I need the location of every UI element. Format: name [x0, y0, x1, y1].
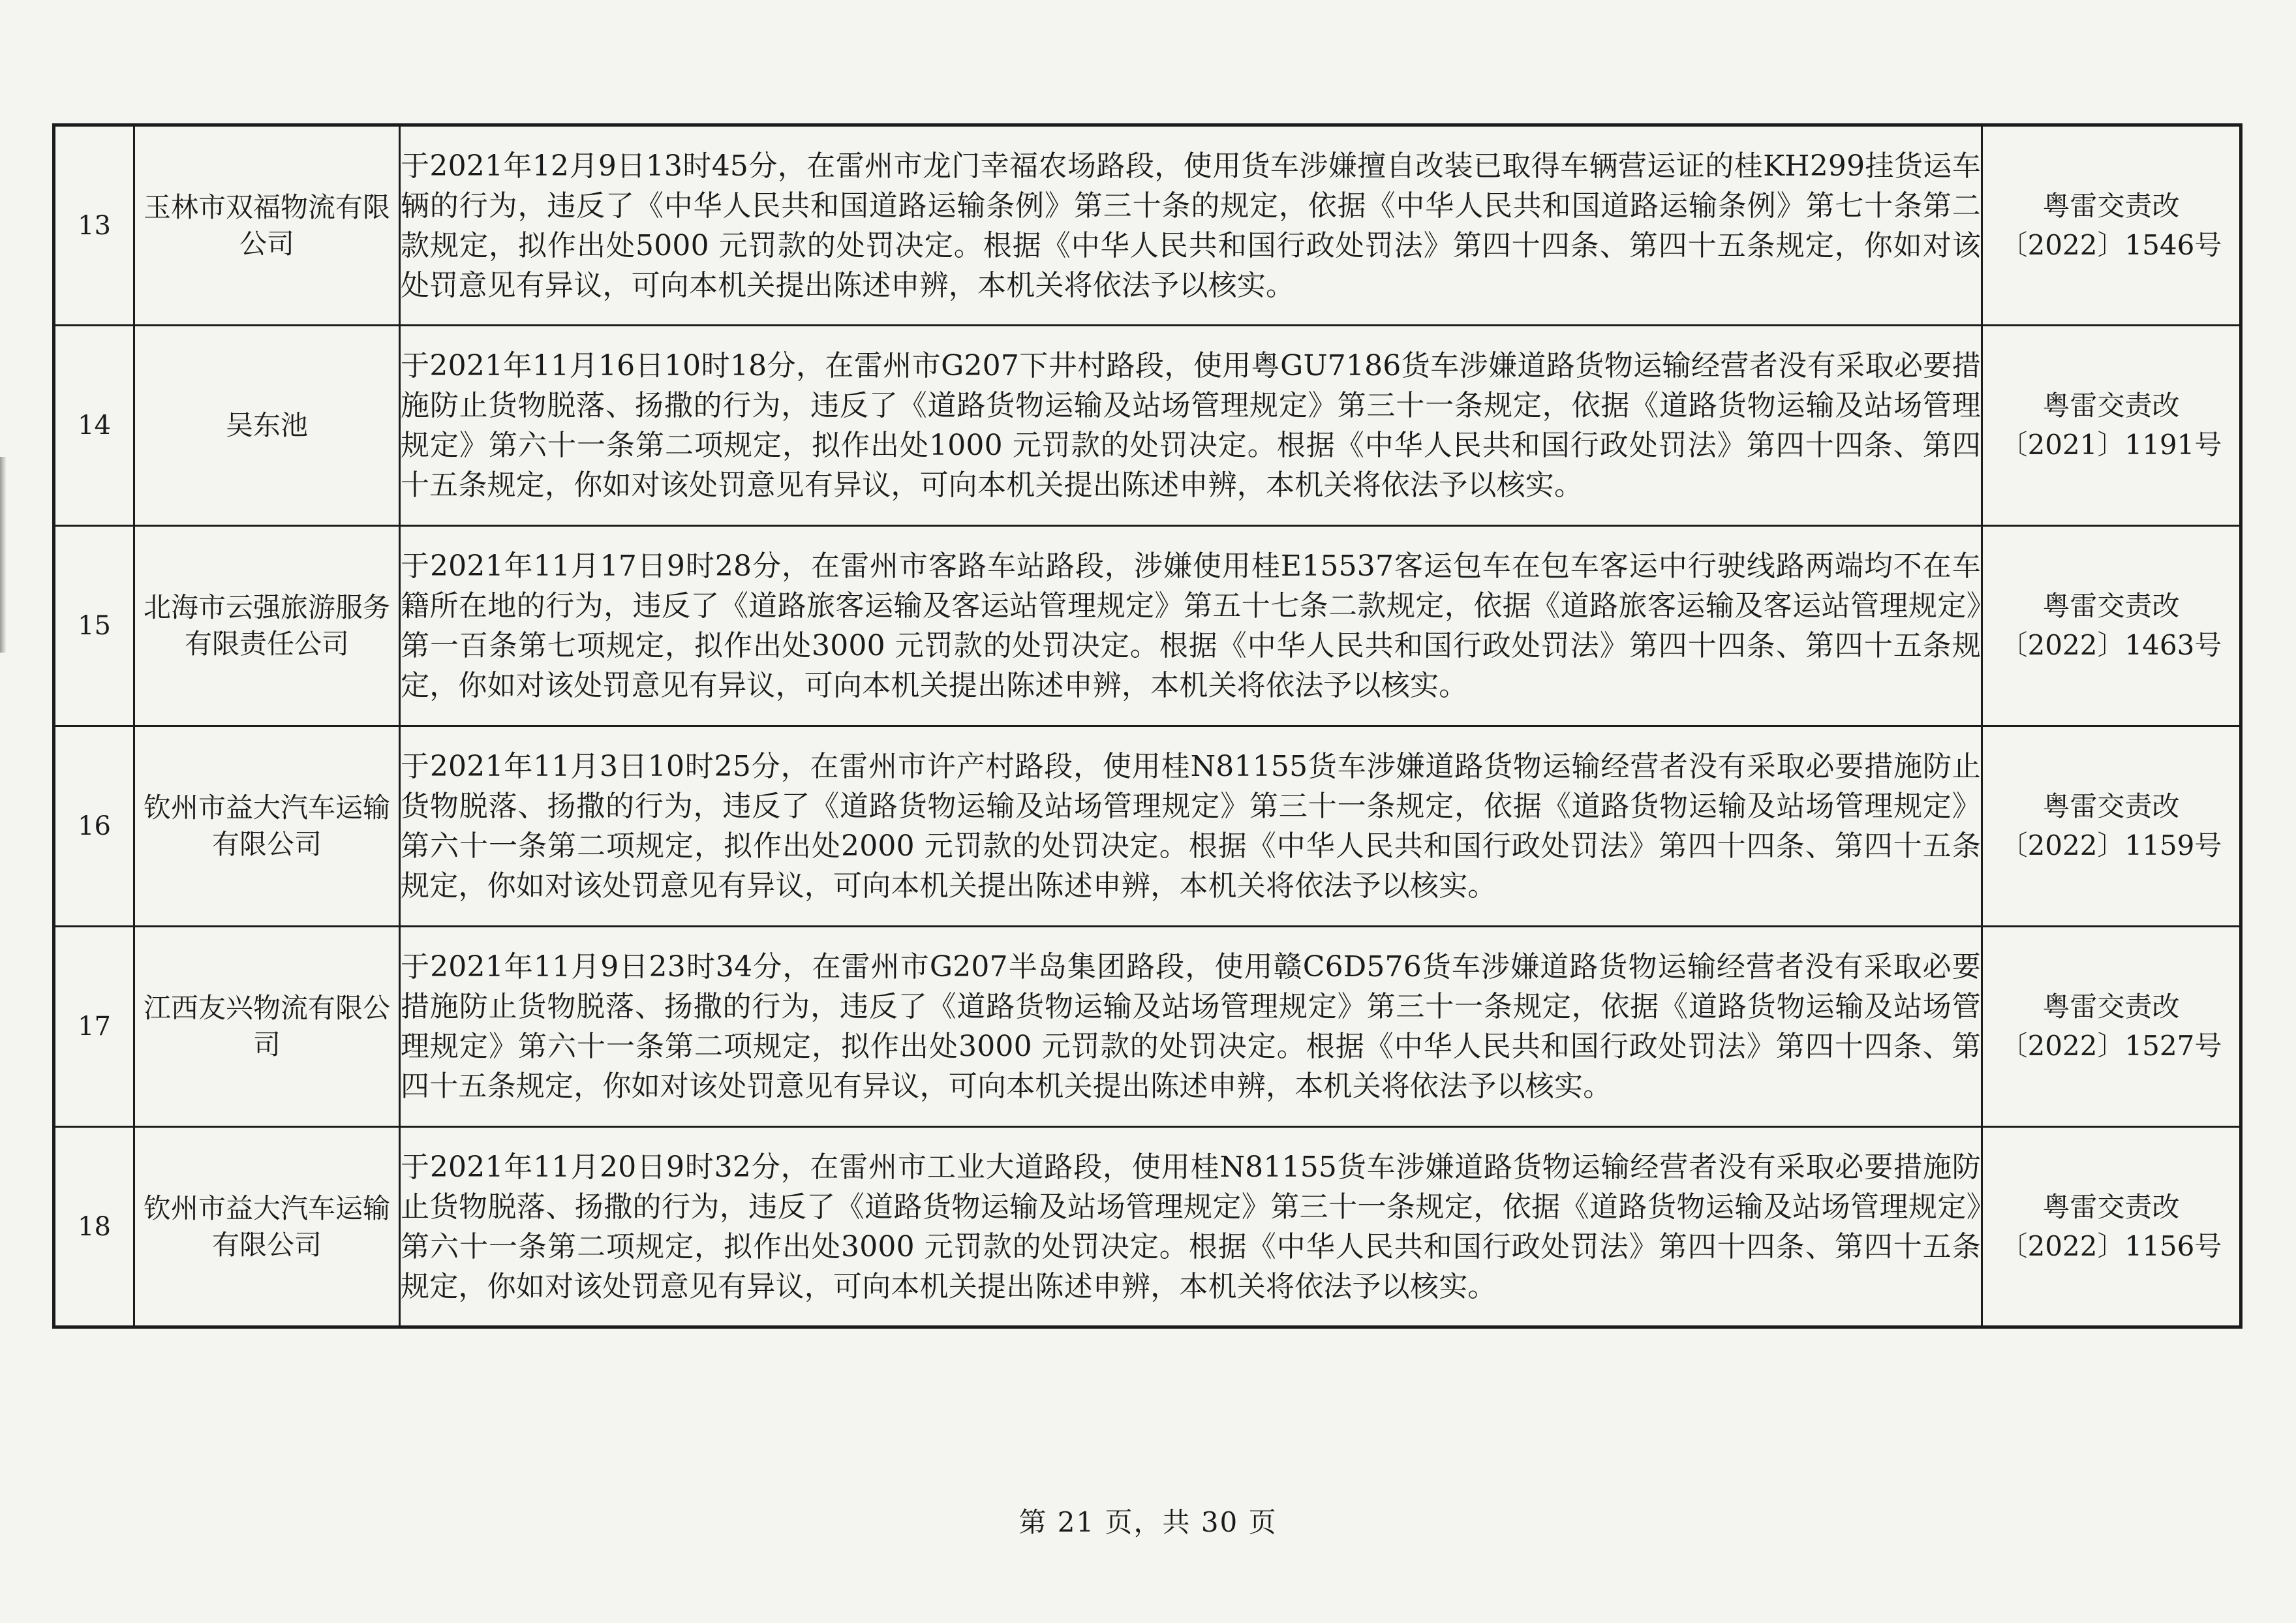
reference-prefix: 粤雷交责改 — [2042, 189, 2180, 222]
table-row — [54, 326, 2241, 526]
reference-number: 〔2022〕1156号 — [2000, 1229, 2222, 1262]
table-row — [54, 726, 2241, 927]
reference-number: 〔2022〕1463号 — [2000, 629, 2222, 661]
reference-prefix: 粤雷交责改 — [2042, 991, 2180, 1023]
violation-description: 于2021年11月16日10时18分，在雷州市G207下井村路段，使用粤GU7186货车涉嫌道路货物运输经营者没有采取必要措施防止货物脱落、扬撒的行为，违反了《道路货物运输及站场管理规定》第三十一条规定，依据《道路货物运输及站场管理规定》第六十一条第二项规定，拟作出处1000 元罚款的处罚决定。根据《中华人民共和国行政处罚法》第四十四条、第四十五条规定，你如对该处罚意见有异议，可向本机关提出陈述申辨，本机关将依法予以核实。 — [400, 326, 1982, 526]
row-number: 17 — [54, 927, 134, 1127]
row-number: 16 — [54, 726, 134, 927]
reference-prefix: 粤雷交责改 — [2042, 390, 2180, 422]
violation-description: 于2021年11月9日23时34分，在雷州市G207半岛集团路段，使用赣C6D576货车涉嫌道路货物运输经营者没有采取必要措施防止货物脱落、扬撒的行为，违反了《道路货物运输及站场管理规定》第三十一条规定，依据《道路货物运输及站场管理规定》第六十一条第二项规定，拟作出处3000 元罚款的处罚决定。根据《中华人民共和国行政处罚法》第四十四条、第四十五条规定，你如对该处罚意见有异议，可向本机关提出陈述申辨，本机关将依法予以核实。 — [400, 927, 1982, 1127]
row-number: 14 — [54, 326, 134, 526]
party-name: 江西友兴物流有限公司 — [134, 927, 400, 1127]
page-number: 第 21 页，共 30 页 — [1018, 1506, 1278, 1538]
document-reference — [1982, 125, 2241, 326]
party-name: 钦州市益大汽车运输有限公司 — [134, 1127, 400, 1327]
reference-number: 〔2022〕1546号 — [2000, 228, 2222, 261]
penalty-notice-table — [52, 123, 2242, 1329]
scan-shadow — [0, 457, 7, 653]
table-row — [54, 125, 2241, 326]
document-reference — [1982, 526, 2241, 726]
document-reference — [1982, 326, 2241, 526]
document-reference — [1982, 1127, 2241, 1327]
party-name: 钦州市益大汽车运输有限公司 — [134, 726, 400, 927]
party-name: 玉林市双福物流有限公司 — [134, 125, 400, 326]
party-name: 北海市云强旅游服务有限责任公司 — [134, 526, 400, 726]
table-row — [54, 1127, 2241, 1327]
document-reference — [1982, 927, 2241, 1127]
party-name: 吴东池 — [134, 326, 400, 526]
violation-description: 于2021年12月9日13时45分，在雷州市龙门幸福农场路段，使用货车涉嫌擅自改装已取得车辆营运证的桂KH299挂货运车辆的行为，违反了《中华人民共和国道路运输条例》第三十条的规定，依据《中华人民共和国道路运输条例》第七十条第二款规定，拟作出处5000 元罚款的处罚决定。根据《中华人民共和国行政处罚法》第四十四条、第四十五条规定，你如对该处罚意见有异议，可向本机关提出陈述申辨，本机关将依法予以核实。 — [400, 125, 1982, 326]
reference-number: 〔2022〕1159号 — [2000, 829, 2222, 861]
row-number: 13 — [54, 125, 134, 326]
reference-prefix: 粤雷交责改 — [2042, 790, 2180, 822]
violation-description: 于2021年11月3日10时25分，在雷州市许产村路段，使用桂N81155货车涉嫌道路货物运输经营者没有采取必要措施防止货物脱落、扬撒的行为，违反了《道路货物运输及站场管理规定》第三十一条规定，依据《道路货物运输及站场管理规定》第六十一条第二项规定，拟作出处2000 元罚款的处罚决定。根据《中华人民共和国行政处罚法》第四十四条、第四十五条规定，你如对该处罚意见有异议，可向本机关提出陈述申辨，本机关将依法予以核实。 — [400, 726, 1982, 927]
reference-prefix: 粤雷交责改 — [2042, 590, 2180, 622]
table-row — [54, 526, 2241, 726]
reference-number: 〔2022〕1527号 — [2000, 1030, 2222, 1062]
reference-number: 〔2021〕1191号 — [2000, 429, 2222, 461]
reference-prefix: 粤雷交责改 — [2042, 1190, 2180, 1223]
table-row — [54, 927, 2241, 1127]
violation-description: 于2021年11月20日9时32分，在雷州市工业大道路段，使用桂N81155货车涉嫌道路货物运输经营者没有采取必要措施防止货物脱落、扬撒的行为，违反了《道路货物运输及站场管理规定》第三十一条规定，依据《道路货物运输及站场管理规定》第六十一条第二项规定，拟作出处3000 元罚款的处罚决定。根据《中华人民共和国行政处罚法》第四十四条、第四十五条规定，你如对该处罚意见有异议，可向本机关提出陈述申辨，本机关将依法予以核实。 — [400, 1127, 1982, 1327]
violation-description: 于2021年11月17日9时28分，在雷州市客路车站路段，涉嫌使用桂E15537客运包车在包车客运中行驶线路两端均不在车籍所在地的行为，违反了《道路旅客运输及客运站管理规定》第五十七条二款规定，依据《道路旅客运输及客运站管理规定》第一百条第七项规定，拟作出处3000 元罚款的处罚决定。根据《中华人民共和国行政处罚法》第四十四条、第四十五条规定，你如对该处罚意见有异议，可向本机关提出陈述申辨，本机关将依法予以核实。 — [400, 526, 1982, 726]
document-reference — [1982, 726, 2241, 927]
row-number: 18 — [54, 1127, 134, 1327]
row-number: 15 — [54, 526, 134, 726]
